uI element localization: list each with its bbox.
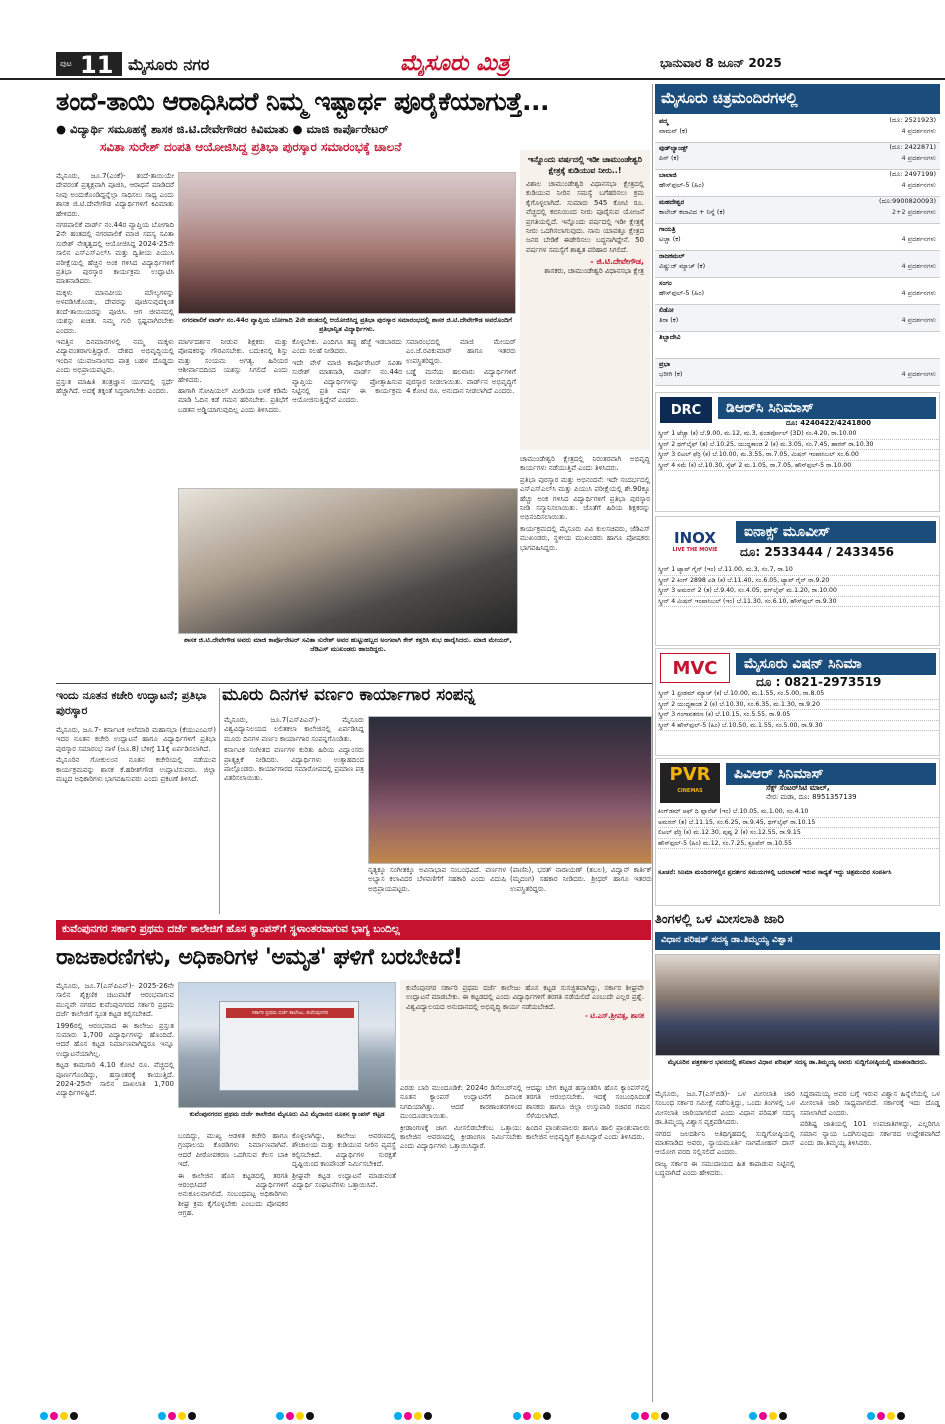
council-column-2 — [800, 1090, 940, 1402]
story1-column-5 — [520, 455, 650, 681]
page-number-badge — [56, 52, 122, 76]
registration-dot — [50, 1412, 58, 1420]
inox-shows — [658, 565, 939, 607]
registration-dot — [543, 1412, 551, 1420]
cinema-name: ತಿಬ್ಬಾದೇವಿ — [659, 333, 681, 341]
registration-dot — [286, 1412, 294, 1420]
paragraph: ಮೈಸೂರು, ಜೂ.7(ಎಸ್‌ಪಿಎನ್)- ಮೈಸೂರು ವಿಶ್ವವಿದ್ಯಾನಿಲಯದ ಲಲಿತಕಲಾ ಕಾಲೇಜಿನಲ್ಲಿ ಏರ್ಪಡಿಸಿದ್ದ ಮೂರು ದಿನಗಳ ವರ್ಣಂ ಕಾರ್ಯಾಗಾರ ಸಂಪನ್ನಗೊಂಡಿತು. — [224, 716, 364, 743]
registration-dot — [306, 1412, 314, 1420]
cinema-phone: (ದೂ: 2497199) — [889, 170, 936, 178]
paragraph: ಮೈಸೂರಿನ ಗೋಕುಲಂನ ನೂತನ ಕಚೇರಿಯಲ್ಲಿ ನಡೆಯುವ ಕಾರ್ಯಕ್ರಮವನ್ನು ಶಾಸಕ ಕೆ.ಹರೀಶ್‌ಗೌಡ ಉದ್ಘಾಟಿಸುವರು. ಜಿಲ್ಲಾ ಮಟ್ಟದ ಅಧಿಕಾರಿಗಳು ಭಾಗವಹಿಸುವರು ಎಂದು ಪ್ರಕಟಣೆ ತಿಳಿಸಿದೆ. — [56, 756, 216, 784]
show-count: 4 ಪ್ರದರ್ಶನಗಳು — [901, 153, 936, 162]
registration-dot — [533, 1412, 541, 1420]
college-column-1 — [56, 982, 174, 1402]
show-line: ಸ್ಕ್ರೀನ್ 4 ಹೌಸ್‌ಫುಲ್-5 (ಹಿಂ) ಬೆ.10.50, ಮ.1.55, ಸಂ.5.00, ರಾ.9.30 — [658, 721, 939, 732]
pvr-shows — [658, 807, 939, 849]
paragraph: ಇವತ್ತಿನ ದಿನಮಾನಗಳಲ್ಲಿ ನಮ್ಮ ಮಕ್ಕಳು ವಿದ್ಯಾವಂತರಾಗುತ್ತಿದ್ದಾರೆ. ದೇಶದ ಅಭಿವೃದ್ಧಿಯಲ್ಲಿ ಇಂದಿನ ಯುವಜನಾಂಗದ ಪಾತ್ರ ಬಹಳ ದೊಡ್ಡದು ಎಂದು ಅಭಿಪ್ರಾಯಪಟ್ಟರು. — [56, 337, 174, 375]
cinema-phone: (ದೂ: 2521923) — [889, 116, 936, 124]
show-count: 4 ಪ್ರದರ್ಶನಗಳು — [901, 315, 936, 324]
drc-block — [655, 392, 940, 512]
movie-title: ಪಿನ್ (ಕ) — [659, 153, 679, 162]
drc-phone: ದೂ: 4240422/4241800 — [786, 419, 871, 427]
cinema-note: ಸೂಚನೆ: ಸಿನಿಮಾ ಮಂದಿರಗಳಲ್ಲಿನ ಪ್ರದರ್ಶನ ಸಮಯಗಳಲ್ಲಿ ಬದಲಾವಣೆ ಇರುವ ಸಾಧ್ಯತೆ ಇದ್ದು ಚಿತ್ರಮಂದಿರ ಸಂಪರ್ಕಿಸಿ — [658, 869, 892, 876]
mla-quote-box — [520, 150, 650, 450]
council-column-1 — [655, 1090, 795, 1402]
paragraph: ಹಾಗಾಗಿ ಸೋಷಿಯಲ್ ಮೀಡಿಯಾ ಬಳಕೆ ಕಡಿಮೆ ಮಾಡಿ ಓದಿನ ಕಡೆ ಗಮನ ಹರಿಸಬೇಕು. ಪ್ರತಿಭೆಗೆ ಬಡತನ ಅಡ್ಡಿಯಾಗುವುದಿಲ್ಲ ಎಂದು ತಿಳಿಸಿದರು. — [178, 387, 288, 414]
paragraph: ಆದಷ್ಟು ಬೇಗ ಕಟ್ಟಡ ಹಸ್ತಾಂತರಿಸಿ ಹೊಸ ಕ್ಯಾಂಪಸ್‌ನಲ್ಲಿ ತರಗತಿ ಆರಂಭಿಸಬೇಕು. ಇದಕ್ಕೆ ಸಂಬಂಧಿಸಿದಂತೆ ಶಾಸಕರು ಹಾಗೂ ಜಿಲ್ಲಾ ಉಸ್ತುವಾರಿ ಸಚಿವರ ಗಮನ ಸೆಳೆಯಲಾಗಿದೆ. — [526, 1084, 650, 1121]
show-line: ಅಮರನ್ (ತ) ಬೆ.11.15, ಸಂ.6.25, ರಾ.9.45, ಥಗ್‌ಲೈಫ್ ರಾ.10.15 — [658, 818, 939, 829]
registration-dot — [60, 1412, 68, 1420]
show-line: ಸ್ಕ್ರೀನ್ 3 ಅಮರನ್ 2 (ತ) ಬೆ.9.40, ಸಂ.4.05, ಥಗ್‌ಲೈಫ್ ಮ.1.20, ರಾ.10.00 — [658, 586, 939, 597]
registration-dot — [296, 1412, 304, 1420]
registration-dot — [40, 1412, 48, 1420]
page-number: 11 — [80, 52, 114, 76]
show-count: 4 ಪ್ರದರ್ಶನಗಳು — [901, 234, 936, 243]
inox-logo — [660, 529, 730, 559]
cinema-listing — [655, 170, 940, 197]
story1-column-4 — [406, 338, 516, 484]
registration-dot — [759, 1412, 767, 1420]
college-column-4 — [400, 1084, 522, 1402]
paragraph: ರಾಜ್ಯ ಸರ್ಕಾರ ಈ ಸಮುದಾಯದ ಹಿತ ಕಾಪಾಡುವ ನಿಟ್ಟಿನಲ್ಲಿ ಬದ್ಧವಾಗಿದೆ ಎಂದು ಹೇಳಿದರು. — [655, 1159, 795, 1178]
pvr-logo-sub: CINEMAS — [677, 788, 703, 794]
cinema-list — [655, 116, 940, 388]
college-strap: ಕುವೆಂಪುನಗರ ಸರ್ಕಾರಿ ಪ್ರಥಮ ದರ್ಜೆ ಕಾಲೇಜಿಗೆ ಹೊಸ ಕ್ಯಾಂಪಸ್‌ಗೆ ಸ್ಥಳಾಂತರವಾಗುವ ಭಾಗ್ಯ ಬಂದಿಲ್ಲ — [56, 920, 651, 940]
mvc-logo: MVC — [660, 653, 730, 683]
paragraph: ಕ್ರೀಡಾಂಗಣಕ್ಕೆ ಜಾಗ ಮೀಸಲಿಡಬೇಕೆಂಬ ಒತ್ತಾಯ: ಕಾಲೇಜಿನ ಆವರಣದಲ್ಲಿ ಕ್ರೀಡಾಂಗಣ ನಿರ್ಮಿಸಬೇಕು ಎಂದು ವಿದ್ಯಾರ್ಥಿಗಳು ಒತ್ತಾಯಿಸಿದ್ದಾರೆ. — [400, 1123, 522, 1151]
mvc-shows — [658, 689, 939, 731]
registration-dot-group — [157, 1408, 197, 1420]
movie-title: ವಿಷ್ಣುಜ್ ಮ್ಯಾಚ್ (ಕ) — [659, 261, 706, 270]
inox-name: ಐನಾಕ್ಸ್ ಮೂವೀಸ್ — [736, 521, 936, 543]
main-headline: ತಂದೆ-ತಾಯಿ ಆರಾಧಿಸಿದರೆ ನಿಮ್ಮ ಇಷ್ಟಾರ್ಥ ಪೂರೈಕೆಯಾಗುತ್ತೆ... — [56, 87, 550, 116]
paragraph: ನಗರಪಾಲಿಕೆ ವಾರ್ಡ್ ನಂ.44ರ ವ್ಯಾಪ್ತಿಯ ಬೋಗಾದಿ 2ನೇ ಹಂತದಲ್ಲಿ ನಗರಪಾಲಿಕೆ ಮಾಜಿ ಸದಸ್ಯ ಸವಿತಾ ಸುರೇಶ್ ನೇತೃತ್ವದಲ್ಲಿ ಆಯೋಜಿಸಿದ್ದ 2024-25ನೇ ಸಾಲಿನ ಎಸ್ಎಸ್ಎಲ್‌ಸಿ ಮತ್ತು ದ್ವಿತೀಯ ಪಿಯುಸಿ ಪರೀಕ್ಷೆಯಲ್ಲಿ ಹೆಚ್ಚಿನ ಅಂಕ ಗಳಿಸಿದ ವಿದ್ಯಾರ್ಥಿಗಳಿಗೆ ಪ್ರತಿಭಾ ಪುರಸ್ಕಾರ ಕಾರ್ಯಕ್ರಮ ಉದ್ಘಾಟಿಸಿ ಮಾತನಾಡಿದರು. — [56, 221, 174, 286]
movie-title: ಹೌಸ್‌ಫುಲ್-5 (ಹಿಂ) — [659, 288, 705, 297]
cinema-name: ಸಂಗಂ — [659, 279, 672, 287]
mvc-block — [655, 648, 940, 756]
workshop-group-photo — [368, 716, 652, 864]
movie-title: ಟಚ್ಚಾ (ಕ) — [659, 234, 681, 243]
cinema-listing — [655, 143, 940, 170]
cinema-name: ರಾಜಕಮಲ್ — [659, 252, 685, 260]
mla-quote-box-2 — [400, 980, 650, 1080]
paragraph: ಪ್ರತಿಭಾ ಪುರಸ್ಕಾರ ಮತ್ತು ಅಭಿನಂದನೆ: ಇದೇ ಸಂದರ್ಭದಲ್ಲಿ ಎಸ್ಎಸ್ಎಲ್‌ಸಿ ಮತ್ತು ಪಿಯುಸಿ ಪರೀಕ್ಷೆಯಲ್ಲಿ ಶೇ.90ಕ್ಕೂ ಹೆಚ್ಚು ಅಂಕ ಗಳಿಸಿದ ವಿದ್ಯಾರ್ಥಿಗಳಿಗೆ ಪ್ರತಿಭಾ ಪುರಸ್ಕಾರ ನೀಡಿ ಸನ್ಮಾನಿಸಲಾಯಿತು. ಜೊತೆಗೆ ಹಿರಿಯ ಶಿಕ್ಷಕರನ್ನು ಅಭಿನಂದಿಸಲಾಯಿತು. — [520, 475, 650, 522]
paragraph: ಮೈಸೂರು, ಜೂ.7- ಕರ್ನಾಟಕ ಅಲೆಮಾರಿ ಮಹಾಸಭಾ (ಕೆಯುಎಂಎಸ್) ಇದರ ನೂತನ ಕಚೇರಿ ಉದ್ಘಾಟನೆ ಹಾಗೂ ವಿದ್ಯಾರ್ಥಿಗಳಿಗೆ ಪ್ರತಿಭಾ ಪುರಸ್ಕಾರ ಸಮಾರಂಭ ನಾಳೆ (ಜೂ.8) ಬೆಳಿಗ್ಗೆ 11ಕ್ಕೆ ಏರ್ಪಡಿಸಲಾಗಿದೆ. — [56, 726, 216, 753]
show-count: 4 ಪ್ರದರ್ಶನಗಳು — [901, 126, 936, 135]
cinema-name: ಲಿಡೋ — [659, 306, 674, 314]
show-line: ಸ್ಕ್ರೀನ್ 2 ಕಿಂಗ್ 2898 ಎಡಿ (ಕ) ಬೆ.11.40, ಸಂ.6.05, ಟ್ಯಾಪ್ ಗೈನ್ ರಾ.9.20 — [658, 576, 939, 587]
council-strap: ತಿಂಗಳಲ್ಲಿ ಒಳ ಮೀಸಲಾತಿ ಜಾರಿ — [655, 912, 785, 927]
paragraph: 1996ರಲ್ಲಿ ಆರಂಭವಾದ ಈ ಕಾಲೇಜು ಪ್ರಸ್ತುತ ಸುಮಾರು 1,700 ವಿದ್ಯಾರ್ಥಿಗಳನ್ನು ಹೊಂದಿದೆ. ಆದರೆ ಹೊಸ ಕಟ್ಟಡ ನಿರ್ಮಾಣವಾಗಿದ್ದರೂ ಇನ್ನೂ ಉದ್ಘಾಟನೆಯಾಗಿಲ್ಲ. — [56, 1021, 174, 1058]
photo-caption: ಮೈಸೂರಿನ ಪತ್ರಕರ್ತರ ಭವನದಲ್ಲಿ ಶನಿವಾರ ವಿಧಾನ ಪರಿಷತ್ ಸದಸ್ಯ ಡಾ.ತಿಮ್ಮಯ್ಯ ಅವರು ಸುದ್ದಿಗೋಷ್ಠಿಯಲ್ಲಿ ಮಾತನಾಡಿದರು. — [667, 1058, 928, 1066]
building-sign: ಸರ್ಕಾರಿ ಪ್ರಥಮ ದರ್ಜೆ ಕಾಲೇಜು, ಕುವೆಂಪುನಗರ — [226, 1008, 354, 1018]
registration-dot — [897, 1412, 905, 1420]
story1-subhead: ● ವಿದ್ಯಾರ್ಥಿ ಸಮೂಹಕ್ಕೆ ಶಾಸಕ ಜಿ.ಟಿ.ದೇವೇಗೌಡರ ಕಿವಿಮಾತು ● ಮಾಜಿ ಕಾರ್ಪೊರೇಟರ್ — [56, 122, 389, 136]
cinema-name: ಬಾಲಾಜಿ — [659, 171, 677, 179]
paragraph: ಬಡ್ಡೆ ಮನೆಯ ಹಲವಾರು ವಿದ್ಯಾರ್ಥಿಗಳಿಗೆ ಪುರಸ್ಕಾರ ನೀಡಲಾಯಿತು. ವಾರ್ಡ್‌ನ ಅಭಿವೃದ್ಧಿಗೆ 4 ಕೋಟಿ ರೂ. ಅನುದಾನ ನೀಡಲಾಗಿದೆ ಎಂದರು. — [406, 368, 516, 396]
column-divider — [652, 84, 653, 1402]
registration-dot-group — [275, 1408, 315, 1420]
registration-dot — [276, 1412, 284, 1420]
quote-role: ಶಾಸಕರು, ಚಾಮುಂಡೇಶ್ವರಿ ವಿಧಾನಸಭಾ ಕ್ಷೇತ್ರ — [544, 267, 644, 276]
paragraph: ಮೈಸೂರು, ಜೂ.7(ಎಸ್‌ಬಿಡಿ)- ಒಳ ಮೀಸಲಾತಿ ಜಾರಿ ಸಂಬಂಧ ಸರ್ಕಾರ ಸಮೀಕ್ಷೆ ನಡೆಸುತ್ತಿದ್ದು, ಒಂದು ತಿಂಗಳಲ್ಲಿ ಒಳ ಮೀಸಲಾತಿ ಜಾರಿಯಾಗಲಿದೆ ಎಂದು ವಿಧಾನ ಪರಿಷತ್ ಸದಸ್ಯ ಡಾ.ತಿಮ್ಮಯ್ಯ ವಿಶ್ವಾಸ ವ್ಯಕ್ತಪಡಿಸಿದರು. — [655, 1090, 795, 1127]
pvr-address: ಸೆಕ್ಸ್ ಸೆಂಟರ್‌ಸಿಟಿ ಮಾಲ್, — [766, 783, 830, 792]
divider — [219, 688, 220, 914]
show-line: ಹೌಸ್‌ಫುಲ್-5 (ಹಿಂ) ಮ.12, ಸಂ.7.25, ಕ್ರೂಪೆನ್ ರಾ.10.55 — [658, 839, 939, 850]
story1-subhead-red: ಸವಿತಾ ಸುರೇಶ್ ದಂಪತಿ ಆಯೋಜಿಸಿದ್ದ ಪ್ರತಿಭಾ ಪುರಸ್ಕಾರ ಸಮಾರಂಭಕ್ಕೆ ಚಾಲನೆ — [100, 140, 402, 154]
show-count: 4 ಪ್ರದರ್ಶನಗಳು — [901, 261, 936, 270]
paragraph: ಸಮಾರಂಭದಲ್ಲಿ ಮಾಜಿ ಮೇಯರ್ ಎಂ.ಜೆ.ರವಿಕುಮಾರ್ ಹಾಗೂ ಇತರರು ಉಪಸ್ಥಿತರಿದ್ದರು. — [406, 338, 516, 365]
cinema-listing — [655, 224, 940, 251]
paragraph: ಕರ್ನಾಟಕ ಸಂಗೀತದ ವರ್ಣಗಳ ಕುರಿತು ಹಿರಿಯ ವಿದ್ವಾಂಸರು ಪ್ರಾತ್ಯಕ್ಷಿಕೆ ನೀಡಿದರು. ವಿದ್ಯಾರ್ಥಿಗಳು ಉತ್ಸಾಹದಿಂದ ಪಾಲ್ಗೊಂಡರು. ಕಾರ್ಯಾಗಾರದ ಸಮಾರೋಪದಲ್ಲಿ ಪ್ರಮಾಣ ಪತ್ರ ವಿತರಿಸಲಾಯಿತು. — [224, 746, 364, 783]
cinema-listing — [655, 278, 940, 305]
paragraph: ಮೈಸೂರು, ಜೂ.7(ಎಸ್‌ಪಿಎನ್)- 2025-26ನೇ ಸಾಲಿನ ಶೈಕ್ಷಣಿಕ ಚಟುವಟಿಕೆ ಆರಂಭವಾಗುವ ಮುನ್ನವೇ ನಗರದ ಕುವೆಂಪುನಗರದ ಸರ್ಕಾರಿ ಪ್ರಥಮ ದರ್ಜೆ ಕಾಲೇಜಿಗೆ ಸ್ವಂತ ಕಟ್ಟಡ ಕಲ್ಪಿಸಬೇಕಿದೆ. — [56, 982, 174, 1019]
movie-title: ವಾಮನ್ (ಕ) — [659, 126, 688, 135]
quote-signature: - ಜಿ.ಟಿ.ದೇವೇಗೌಡ, — [590, 257, 644, 267]
show-line: ಸ್ಕ್ರೀನ್ 3 ಗಂಗಾವತರಣ (ಕ) ಬೆ.10.15, ಸಂ.5.55, ರಾ.9.05 — [658, 710, 939, 721]
movie-title: ಹೌಸ್‌ಫುಲ್-5 (ಹಿಂ) — [659, 180, 705, 189]
office-headline: ಇಂದು ನೂತನ ಕಚೇರಿ ಉದ್ಘಾಟನೆ; ಪ್ರತಿಭಾ ಪುರಸ್ಕಾರ — [56, 689, 207, 717]
registration-dot-group — [748, 1408, 788, 1420]
registration-dot — [631, 1412, 639, 1420]
council-subhead: ವಿಧಾನ ಪರಿಷತ್ ಸದಸ್ಯ ಡಾ.ತಿಮ್ಮಯ್ಯ ವಿಶ್ವಾಸ — [655, 932, 940, 950]
registration-dot-group — [393, 1408, 433, 1420]
registration-dot — [779, 1412, 787, 1420]
workshop-headline: ಮೂರು ದಿನಗಳ ವರ್ಣಂ ಕಾರ್ಯಾಗಾರ ಸಂಪನ್ನ — [222, 685, 476, 705]
inox-tagline: LIVE THE MOVIE — [672, 547, 718, 553]
masthead: ಮೈಸೂರು ಮಿತ್ರ — [400, 51, 510, 76]
show-count: 4 ಪ್ರದರ್ಶನಗಳು — [901, 180, 936, 189]
story1-column-1 — [56, 172, 174, 682]
college-column-3 — [292, 1132, 396, 1402]
paragraph: ಮೈಸೂರು, ಜೂ.7(ಎಂಕೆ)- ತಂದೆ-ತಾಯಿಯೇ ದೇವರಂತೆ ಪ್ರತ್ಯಕ್ಷವಾಗಿ ಪೂಜಿಸಿ, ಆರಾಧನೆ ಮಾಡಿದರೆ ನೀವು ಅಂದುಕೊಂಡಿದ್ದನ್ನೆಲ್ಲಾ ಸಾಧಿಸಲು ಸಾಧ್ಯ ಎಂದು ಶಾಸಕ ಜಿ.ಟಿ.ದೇವೇಗೌಡ ವಿದ್ಯಾರ್ಥಿಗಳಿಗೆ ಕಿವಿಮಾತು ಹೇಳಿದರು. — [56, 172, 174, 218]
cinema-listing — [655, 359, 940, 386]
mvc-phone: ದೂ : 0821-2973519 — [756, 675, 882, 689]
show-line: ಸ್ಕ್ರೀನ್ 4 ಸಮೆ (ಕ) ಬೆ.10.30, ಸ್ಕೆಟ್ 2 ಮ.1.05, ರಾ.7.05, ಹೌಸ್‌ಫುಲ್-5 ರಾ.10.00 — [658, 461, 939, 472]
paragraph: ಹಿಂದಿನ ಪ್ರಾಂಶುಪಾಲರು ಹಾಗೂ ಹಾಲಿ ಪ್ರಾಂಶುಪಾಲರು ಕಾಲೇಜಿನ ಅಭಿವೃದ್ಧಿಗೆ ಶ್ರಮಿಸಿದ್ದಾರೆ ಎಂದು ತಿಳಿಸಿದರು. — [526, 1123, 650, 1142]
paragraph: ಶ್ರೀಘ್ರವೇ ಕಟ್ಟಡ ಉದ್ಘಾಟನೆ ಮಾಡುವಂತೆ ವಿದ್ಯಾರ್ಥಿ ಸಂಘಟನೆಗಳು ಒತ್ತಾಯಿಸಿವೆ. — [292, 1171, 396, 1190]
cinema-name: ಗಾಯತ್ರಿ — [659, 225, 676, 233]
quote-heading: ಇನ್ನೊಂದು ವರ್ಷದಲ್ಲಿ ಇಡೀ ಚಾಮುಂಡೇಶ್ವರಿ ಕ್ಷೇತ್ರಕ್ಕೆ ಕುಡಿಯುವ ನೀರು..! — [528, 155, 642, 175]
page-label: ಪುಟ — [60, 59, 72, 68]
photo-caption: ನಗರಪಾಲಿಕೆ ವಾರ್ಡ್ ನಂ.44ರ ವ್ಯಾಪ್ತಿಯ ಬೋಗಾದಿ 2ನೇ ಹಂತದಲ್ಲಿ ಆಯೋಜಿಸಿದ್ದ ಪ್ರತಿಭಾ ಪುರಸ್ಕಾರ ಸಮಾರಂಭದಲ್ಲಿ ಶಾಸಕ ಜಿ.ಟಿ.ದೇವೇಗೌಡ ಅವರೊಂದಿಗೆ ಪ್ರತಿಭಾನ್ವಿತ ವಿದ್ಯಾರ್ಥಿಗಳು. — [181, 316, 513, 333]
registration-dot — [651, 1412, 659, 1420]
registration-dot — [523, 1412, 531, 1420]
story1-column-3 — [292, 338, 402, 484]
show-line: ಸ್ಕ್ರೀನ್ 4 ಮಿಷನ್ ಇಂಪಾಸಿಬಲ್ (ಇಂ) ಬೆ.11.30, ಸಂ.6.10, ಹೌಸ್‌ಫುಲ್ ರಾ.9.30 — [658, 597, 939, 608]
registration-dot — [887, 1412, 895, 1420]
photo-caption: ಶಾಸಕ ಜಿ.ಟಿ.ದೇವೇಗೌಡ ಅವರು ಮಾಜಿ ಕಾರ್ಪೊರೇಟರ್ ಸವಿತಾ ಸುರೇಶ್ ಅವರ ಹುಟ್ಟುಹಬ್ಬದ ಅಂಗವಾಗಿ ಕೇಕ್ ಕತ್ತರಿಸಿ ಶುಭ ಹಾರೈಸಿದರು. ಮಾಜಿ ಮೇಯರ್, ಜೆಡಿಎಸ್ ಮುಖಂಡರು ಹಾಜರಿದ್ದರು. — [184, 636, 512, 653]
registration-dot — [641, 1412, 649, 1420]
paragraph: (ಪಾಣಿನಿ), ಭರತ್ ನಾರಾಯಣ್ (ತಬಲ), ವಿದ್ವಾನ್ ಕಾರ್ತಿಕ್ (ಮೃದಂಗ) ಸಹಕಾರ ನೀಡಿದರು. ಶ್ರೀಧರ್ ಹಾಗೂ ಇತರರು ಉಪಸ್ಥಿತರಿದ್ದರು. — [510, 866, 652, 893]
registration-dot — [394, 1412, 402, 1420]
cinema-listing — [655, 251, 940, 278]
registration-dot — [867, 1412, 875, 1420]
college-column-2 — [178, 1132, 288, 1402]
pvr-logo-text: PVR — [669, 764, 711, 785]
registration-dot — [513, 1412, 521, 1420]
cinema-phone: (ದೂ: 2422871) — [889, 143, 936, 151]
paragraph: ಕಾರ್ಯಕ್ರಮದಲ್ಲಿ ಮೈಸೂರು ವಿವಿ ಕುಲಸಚಿವರು, ಜೆಡಿಎಸ್ ಮುಖಂಡರು, ಸ್ಥಳೀಯ ಮುಖಂಡರು ಹಾಗೂ ಪೋಷಕರು ಭಾಗವಹಿಸಿದ್ದರು. — [520, 524, 650, 552]
cinema-name: ಪದ್ಮ — [659, 117, 669, 125]
pvr-block — [655, 758, 940, 906]
paragraph: ನೃತ್ಯಕ್ಕೂ ಸಂಗೀತಕ್ಕೂ ಅವಿನಾಭಾವ ಸಂಬಂಧವಿದೆ. ವರ್ಣಗಳ ಅಭ್ಯಾಸ ಕಲಾವಿದರ ಬೆಳವಣಿಗೆಗೆ ಸಹಕಾರಿ ಎಂದು ವಿದುಷಿ ಅಭಿಪ್ರಾಯಪಟ್ಟರು. — [368, 866, 506, 893]
registration-dot — [414, 1412, 422, 1420]
paragraph: ಈ ಕಾಲೇಜಿನ ಹೊಸ ಕಟ್ಟಡದಲ್ಲಿ ತರಗತಿ ಆರಂಭಿಸಿದರೆ ವಿದ್ಯಾರ್ಥಿಗಳಿಗೆ ಅನುಕೂಲವಾಗಲಿದೆ. ಸಂಬಂಧಪಟ್ಟ ಅಧಿಕಾರಿಗಳು ಶೀಘ್ರ ಕ್ರಮ ಕೈಗೊಳ್ಳಬೇಕು ಎಂಬುದು ಪೋಷಕರ ಆಗ್ರಹ. — [178, 1171, 288, 1218]
quote-body: ಕುವೆಂಪುನಗರ ಸರ್ಕಾರಿ ಪ್ರಥಮ ದರ್ಜೆ ಕಾಲೇಜು ಹೊಸ ಕಟ್ಟಡ ಸುಸಜ್ಜಿತವಾಗಿದ್ದು, ಸರ್ಕಾರ ಶೀಘ್ರವೇ ಉದ್ಘಾಟನೆ ಮಾಡಬೇಕು. ಈ ಕಟ್ಟಡದಲ್ಲಿ ಎಂದು ವಿದ್ಯಾರ್ಥಿಗಳಿಗೆ ತರಗತಿ ನಡೆಯಲಿದೆ ಎಂಬುದೇ ಎಲ್ಲರ ಪ್ರಶ್ನೆ. ವಿಶ್ವವಿದ್ಯಾಲಯದ ಅನುದಾನದಲ್ಲಿ ಅಭಿವೃದ್ಧಿ ಕಾರ್ಯ ನಡೆಯಬೇಕಿದೆ. — [406, 984, 644, 1011]
inox-logo-text: INOX — [674, 529, 716, 547]
show-line: ಲಿಟಲ್ ಫೆರ್ರಿ (ಕ) ಮ.12.30, ಪುಷ್ಪ 2 (ಕ) ಸಂ.12.55, ರಾ.9.15 — [658, 828, 939, 839]
paragraph: ನಗರದ ಜಲದರ್ಶಿನಿ ಅತಿಥಿಗೃಹದಲ್ಲಿ ಸುದ್ದಿಗೋಷ್ಠಿಯಲ್ಲಿ ಮಾತನಾಡಿದ ಅವರು, ನ್ಯಾಯಮೂರ್ತಿ ನಾಗಮೋಹನ್ ದಾಸ್ ಆಯೋಗ ವರದಿ ಸಲ್ಲಿಸಲಿದೆ ಎಂದರು. — [655, 1129, 795, 1157]
paragraph: ಚಾಮುಂಡೇಶ್ವರಿ ಕ್ಷೇತ್ರದಲ್ಲಿ ನಿರಂತರವಾಗಿ ಅಭಿವೃದ್ಧಿ ಕಾರ್ಯಗಳು ನಡೆಯುತ್ತಿವೆ ಎಂದು ತಿಳಿಸಿದರು. — [520, 455, 650, 473]
registration-dot — [424, 1412, 432, 1420]
cinema-listing — [655, 332, 940, 359]
show-count: 4 ಪ್ರದರ್ಶನಗಳು — [901, 369, 936, 378]
cinema-listings-title: ಮೈಸೂರು ಚಿತ್ರಮಂದಿರಗಳಲ್ಲಿ — [655, 84, 940, 114]
paragraph: ಮಾರ್ಗದರ್ಶನ ನೀಡುವ ಶಿಕ್ಷಕರು ಮತ್ತು ಪೋಷಕರನ್ನು ಗೌರವಿಸಬೇಕು. ಬದುಕಿನಲ್ಲಿ ಶಿಸ್ತು ಮತ್ತು ಸಂಯಮ ಅಗತ್ಯ. ಹಿರಿಯರ ಆಶೀರ್ವಾದದಿಂದ ಯಶಸ್ಸು ಸಿಗಲಿದೆ ಎಂದು ಹೇಳಿದರು. — [178, 338, 288, 384]
drc-logo: DRC — [660, 397, 712, 423]
college-column-5 — [526, 1084, 650, 1402]
show-line: ಸ್ಕ್ರೀನ್ 1 ಟ್ಯಾಪ್ ಗೈನ್ (ಇಂ) ಬೆ.11.00, ಮ.3, ಸಂ.7, ರಾ.10 — [658, 565, 939, 576]
show-count: 4 ಪ್ರದರ್ಶನಗಳು — [901, 288, 936, 297]
quote-signature: - ಟಿ.ಎಸ್.ಶ್ರೀವತ್ಸ, ಶಾಸಕ — [584, 1012, 644, 1021]
paragraph: ಮಕ್ಕಳು ಮಾನವೀಯ ಮೌಲ್ಯಗಳನ್ನು ಅಳವಡಿಸಿಕೊಂಡು, ದೇವರನ್ನು ಪೂಜಿಸುವುದಕ್ಕಿಂತ ತಂದೆ-ತಾಯಿಯರನ್ನು ಪೂಜಿಸಿ. ಆಗ ಜೀವನದಲ್ಲಿ ಯಶಸ್ಸು ಖಚಿತ. ನಿಮ್ಮ ಗುರಿ ಸ್ಪಷ್ಟವಾಗಿರಬೇಕು ಎಂದರು. — [56, 288, 174, 335]
movie-title: ತಿರಾ (ಕ) — [659, 315, 679, 324]
inox-phone: ದೂ: 2533444 / 2433456 — [740, 545, 895, 559]
building-facade — [219, 1001, 359, 1091]
dateline: ಭಾನುವಾರ 8 ಜೂನ್ 2025 — [660, 56, 782, 70]
story1-column-2 — [178, 338, 288, 484]
show-line: ಸ್ಕ್ರೀನ್ 3 ಲಿಟಲ್ ಫೆರ್ರಿ (ಕ) ಬೆ.10.00, ಮ.3.55, ರಾ.7.05, ಮಿಷನ್ ಇಂಪಾಸಿಬಲ್ ಸಂ.6.00 — [658, 450, 939, 461]
movie-title: ಕಾಲೇಜ್ ಕಲಾವಿದ + ನಿನ್ನೆ (ಕ) — [659, 207, 725, 216]
drc-shows — [658, 429, 939, 471]
cinema-listing — [655, 116, 940, 143]
workshop-column-1 — [224, 716, 364, 914]
photo-caption: ಕುವೆಂಪುನಗರದ ಪ್ರಥಮ ದರ್ಜೆ ಕಾಲೇಜಿನ ಮೈಸೂರು ವಿವಿ ಮೈದಾನದ ನೂತನ ಕ್ಯಾಂಪಸ್ ಕಟ್ಟಡ — [189, 1110, 385, 1118]
registration-dot — [877, 1412, 885, 1420]
paragraph: ಬಂದಿದ್ದು, ಮುಖ್ಯ ಆಡಳಿತ ಕಚೇರಿ ಹಾಗೂ ಗ್ರಂಥಾಲಯ ಕೊಠಡಿಗಳು ನಿರ್ಮಾಣವಾಗಿವೆ. ಆದರೆ ಪೀಠೋಪಕರಣ ಒದಗಿಸುವ ಕೆಲಸ ಬಾಕಿ ಇದೆ. — [178, 1132, 288, 1169]
registration-dot — [158, 1412, 166, 1420]
paragraph: ಸಿದ್ದರಾಮಯ್ಯ ಅವರ ಬಗ್ಗೆ ಇರುವ ವಿಶ್ವಾಸ ಹಿನ್ನೆಲೆಯಲ್ಲಿ ಒಳ ಮೀಸಲಾತಿ ಜಾರಿ ಸಾಧ್ಯವಾಗಲಿದೆ. ಸರ್ಕಾರಕ್ಕೆ ಇದು ದೊಡ್ಡ ಸವಾಲಾಗಿದೆ ಎಂದರು. — [800, 1090, 940, 1117]
registration-dot — [178, 1412, 186, 1420]
quote-body: ವಿಶಾಲ ಚಾಮುಂಡೇಶ್ವರಿ ವಿಧಾನಸಭಾ ಕ್ಷೇತ್ರದಲ್ಲಿ ಕುಡಿಯುವ ನೀರಿನ ಸಮಸ್ಯೆ ಬಗೆಹರಿಸಲು ಕ್ರಮ ಕೈಗೊಳ್ಳಲಾಗಿದೆ. ಸುಮಾರು 545 ಕೋಟಿ ರೂ. ವೆಚ್ಚದಲ್ಲಿ ಕಬಿನಿಯಿಂದ ನೀರು ಪೂರೈಸುವ ಯೋಜನೆ ಪ್ರಗತಿಯಲ್ಲಿದೆ. ಇನ್ನೊಂದು ವರ್ಷದಲ್ಲಿ ಇಡೀ ಕ್ಷೇತ್ರಕ್ಕೆ ನೀರು ಒದಗಿಸಲಾಗುವುದು. ನಾನು ಯಾವತ್ತೂ ಕ್ಷೇತ್ರದ ಜನರ ಬೇಡಿಕೆ ಈಡೇರಿಸಲು ಬದ್ಧನಾಗಿದ್ದೇನೆ. 50 ವರ್ಷಗಳ ಸಮಸ್ಯೆಗೆ ಶಾಶ್ವತ ಪರಿಹಾರ ಸಿಗಲಿದೆ. — [526, 180, 644, 254]
divider — [56, 683, 652, 684]
registration-dot-group — [866, 1408, 906, 1420]
paragraph: ಪರಿಶಿಷ್ಟ ಜಾತಿಯಲ್ಲಿ 101 ಉಪಜಾತಿಗಳಿದ್ದು, ಎಲ್ಲರಿಗೂ ಸಮಾನ ನ್ಯಾಯ ಒದಗಿಸುವುದು ಸರ್ಕಾರದ ಉದ್ದೇಶವಾಗಿದೆ ಎಂದು ಡಾ.ತಿಮ್ಮಯ್ಯ ತಿಳಿಸಿದರು. — [800, 1120, 940, 1148]
award-ceremony-photo — [178, 172, 516, 314]
registration-dot — [769, 1412, 777, 1420]
mvc-name: ಮೈಸೂರು ವಿಷನ್ ಸಿನಿಮಾ — [736, 653, 936, 675]
registration-dot — [749, 1412, 757, 1420]
show-line: ಸ್ಕ್ರೀನ್ 2 ಥಗ್‌ಲೈಫ್ (ತ) ಬೆ.10.25, ಯುದ್ಧಕಾಂಡ 2 (ಕ) ಮ.3.05, ಸಂ.7.45, ಹಾರರ್ ರಾ.10.30 — [658, 440, 939, 451]
inox-block — [655, 516, 940, 646]
paragraph: ಇದೇ ವೇಳೆ ಮಾಜಿ ಕಾರ್ಪೊರೇಟರ್ ಸವಿತಾ ಸುರೇಶ್ ಮಾತನಾಡಿ, ವಾರ್ಡ್ ನಂ.44ರ ವ್ಯಾಪ್ತಿಯ ವಿದ್ಯಾರ್ಥಿಗಳನ್ನು ಪ್ರೋತ್ಸಾಹಿಸುವ ನಿಟ್ಟಿನಲ್ಲಿ ಪ್ರತಿ ವರ್ಷ ಈ ಕಾರ್ಯಕ್ರಮ ಆಯೋಜಿಸುತ್ತಿದ್ದೇವೆ ಎಂದರು. — [292, 358, 402, 405]
paragraph: ಕೊಳ್ಳಬೇಕು. ಎಂದಿಗೂ ತಪ್ಪು ಹೆಜ್ಜೆ ಇಡಬಾರದು ಎಂದು ಸಲಹೆ ನೀಡಿದರು. — [292, 338, 402, 356]
cinema-phone: (ದೂ:9900820093) — [879, 197, 936, 205]
show-line: ಸ್ಕ್ರೀನ್ 2 ಯುದ್ಧಕಾಂಡ 2 (ಕ) ಬೆ.10.30, ಸಂ.6.35, ಮ.1.30, ರಾ.9.20 — [658, 700, 939, 711]
registration-dot-group — [512, 1408, 552, 1420]
workshop-column-2 — [368, 866, 506, 916]
show-line: ಸ್ಕ್ರೀನ್ 1 ಟೆಚ್ಚಾ (ಕ) ಬೆ.9.00, ಮ.12, ಮ.3, ಫಂಡರ್ಪೋಲ್ (3D) ಸಂ.4.20, ರಾ.10.00 — [658, 429, 939, 440]
cinema-name: ಮಹದೇಶ್ವರ — [659, 198, 685, 206]
drc-name: ಡಿಆರ್‌ಸಿ ಸಿನಿಮಾಸ್ — [718, 397, 936, 419]
show-line: ಕಿಂಗ್‌ಡಮ್ ಆಫ್ ದಿ ಪ್ಲಾನೆಟ್ (ಇಂ) ಬೆ.10.05, ಮ.1.00, ಸಂ.4.10 — [658, 807, 939, 818]
cinema-listing — [655, 197, 940, 224]
cinema-name: ವುಡ್‌ಲ್ಯಾಂಡ್ಸ್ — [659, 144, 688, 152]
pvr-logo — [660, 763, 720, 803]
registration-dot — [70, 1412, 78, 1420]
cinema-name: ಪ್ರಭಾ — [659, 360, 671, 368]
registration-dot-group — [39, 1408, 79, 1420]
cake-cutting-photo — [178, 488, 518, 634]
press-meet-photo — [655, 954, 940, 1056]
paragraph: ಪ್ರಸ್ತುತ ಮಾಹಿತಿ ತಂತ್ರಜ್ಞಾನ ಯುಗದಲ್ಲಿ ಸ್ಪರ್ಧೆ ಹೆಚ್ಚಾಗಿದೆ. ಅದಕ್ಕೆ ತಕ್ಕಂತೆ ಸಿದ್ಧರಾಗಬೇಕು ಎಂದರು. — [56, 377, 174, 395]
office-body — [56, 726, 216, 916]
paragraph: ಕಟ್ಟಡ ಕಾಮಗಾರಿ 4.10 ಕೋಟಿ ರೂ. ವೆಚ್ಚದಲ್ಲಿ ಪೂರ್ಣಗೊಂಡಿದ್ದು, ಹಸ್ತಾಂತರಕ್ಕೆ ಕಾಯುತ್ತಿದೆ. 2024-25ನೇ ಸಾಲಿನ ದಾಖಲಾತಿ 1,700 ವಿದ್ಯಾರ್ಥಿಗಳಷ್ಟಿದೆ. — [56, 1061, 174, 1098]
college-headline: ರಾಜಕಾರಣಿಗಳು, ಅಧಿಕಾರಿಗಳ 'ಅಮೃತ' ಘಳಿಗೆ ಬರಬೇಕಿದೆ! — [56, 945, 463, 970]
movie-title: ಭರೀಗಿ (ಕ) — [659, 369, 683, 378]
registration-dot — [661, 1412, 669, 1420]
show-line: ಸ್ಕ್ರೀನ್ 1 ಫ್ರೀಡಮ್ ಮ್ಯಾಚ್ (ಕ) ಬೆ.10.00, ಮ.1.55, ಸಂ.5.00, ರಾ.8.05 — [658, 689, 939, 700]
pvr-phone: ನೇರ: ಮಡಾ, ದೂ: 8951357139 — [766, 793, 857, 801]
section-name: ಮೈಸೂರು ನಗರ — [128, 55, 210, 74]
registration-dot — [404, 1412, 412, 1420]
registration-dot-group — [630, 1408, 670, 1420]
registration-dot — [168, 1412, 176, 1420]
registration-dot — [188, 1412, 196, 1420]
cinema-listing — [655, 305, 940, 332]
paragraph: ಎರಡು ಬಾರಿ ಮುಂದೂಡಿಕೆ: 2024ರ ಡಿಸೆಂಬರ್‌ನಲ್ಲಿ ನೂತನ ಕ್ಯಾಂಪಸ್ ಉದ್ಘಾಟನೆಗೆ ದಿನಾಂಕ ನಿಗದಿಯಾಗಿತ್ತು. ಆದರೆ ಕಾರಣಾಂತರಗಳಿಂದ ಮುಂದೂಡಲಾಯಿತು. — [400, 1084, 522, 1121]
show-count: 2+2 ಪ್ರದರ್ಶನಗಳು — [891, 207, 936, 216]
college-building-photo — [178, 982, 396, 1108]
pvr-name: ಪಿವಿಆರ್ ಸಿನಿಮಾಸ್ — [726, 763, 936, 785]
color-registration-bar — [0, 1408, 945, 1420]
paragraph: ಕೊಳ್ಳಲಾಗಿದ್ದು, ಕಾಲೇಜು ಆವರಣದಲ್ಲಿ ಶೌಚಾಲಯ ಮತ್ತು ಕುಡಿಯುವ ನೀರಿನ ವ್ಯವಸ್ಥೆ ಕಲ್ಪಿಸಬೇಕಿದೆ. ವಿದ್ಯಾರ್ಥಿಗಳ ಸುರಕ್ಷತೆ ದೃಷ್ಟಿಯಿಂದ ಕಾಂಪೌಂಡ್ ನಿರ್ಮಿಸಬೇಕಿದೆ. — [292, 1132, 396, 1169]
workshop-column-3 — [510, 866, 652, 916]
